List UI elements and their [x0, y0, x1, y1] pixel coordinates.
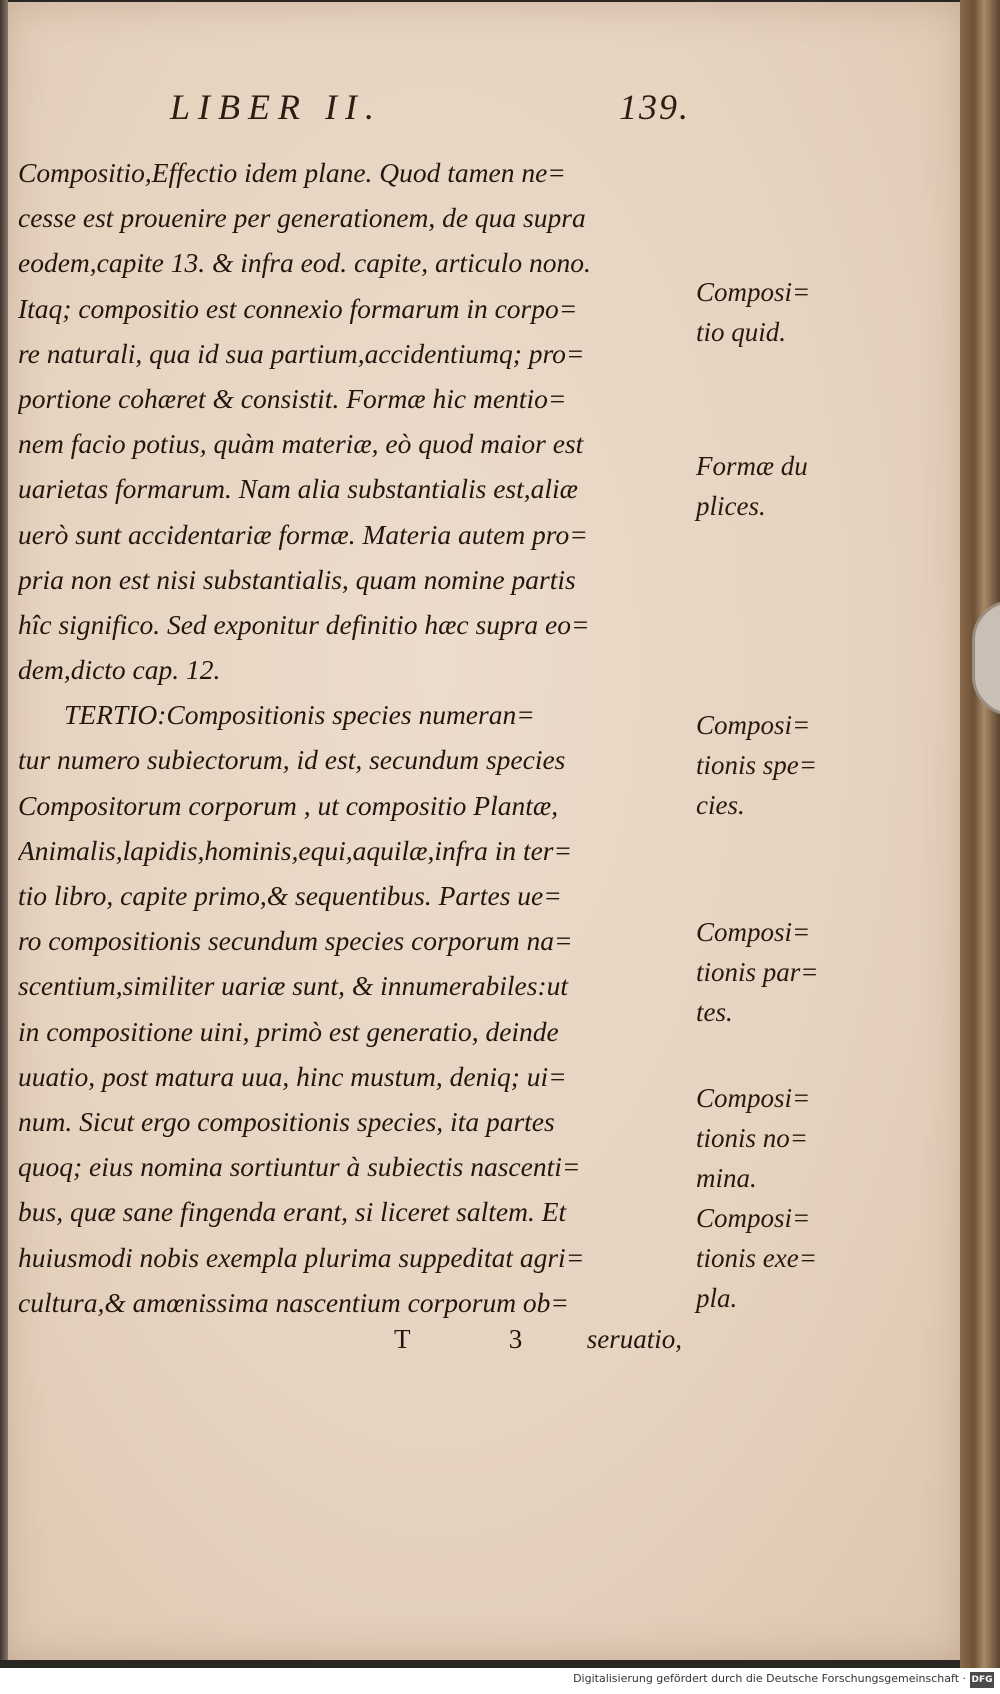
note-line: tionis spe= [696, 750, 817, 780]
note-line: Composi= [696, 1203, 811, 1233]
text-line: Animalis,lapidis,hominis,equi,aquilæ,infra in ter= [18, 834, 573, 866]
note-line: cies. [696, 790, 745, 820]
page-edge [960, 0, 1000, 1670]
text-line: re naturali, qua id sua partium,accidentiumq; pro= [18, 337, 585, 369]
text-line: Itaq; compositio est connexio formarum in corpo= [18, 292, 578, 324]
text-line: eodem,capite 13. & infra eod. capite, articulo nono. [18, 247, 591, 279]
note-line: Composi= [696, 710, 811, 740]
text-line: uuatio, post matura uua, hinc mustum, deniq; ui= [18, 1060, 567, 1092]
text-line: quoq; eius nomina sortiuntur à subiectis nascenti= [18, 1151, 581, 1183]
digitization-credit: Digitalisierung gefördert durch die Deutsche Forschungsgemeinschaft · [573, 1672, 966, 1685]
text-line: portione cohæret & consistit. Formæ hic mentio= [18, 382, 567, 414]
binding-gutter [0, 0, 8, 1660]
text-line: uerò sunt accidentariæ formæ. Materia autem pro= [18, 518, 588, 550]
page-footer [18, 1324, 690, 1370]
text-line: num. Sicut ergo compositionis species, ita partes [18, 1105, 555, 1137]
body-text [18, 150, 690, 1325]
text-line: hîc significo. Sed exponitur definitio hæc supra eo= [18, 608, 590, 640]
text-line: Compositorum corporum , ut compositio Plantæ, [18, 789, 559, 821]
folio-number: 139. [619, 87, 690, 127]
running-title: LIBER II. [170, 87, 382, 127]
text-line: scentium,similiter uariæ sunt, & innumerabiles:ut [18, 970, 568, 1002]
text-line: cesse est prouenire per generationem, de qua supra [18, 202, 586, 234]
text-line: huiusmodi nobis exempla plurima suppeditat agri= [18, 1241, 585, 1273]
note-line: mina. [696, 1163, 757, 1193]
text-line: in compositione uini, primò est generatio, deinde [18, 1015, 559, 1047]
text-line: tio libro, capite primo,& sequentibus. Partes ue= [18, 880, 562, 911]
note-line: plices. [696, 491, 766, 521]
note-line: tionis exe= [696, 1243, 817, 1273]
text-line: pria non est nisi substantialis, quam nomine partis [18, 563, 576, 595]
note-line: tionis par= [696, 957, 819, 987]
text-line: bus, quæ sane fingenda erant, si liceret saltem. Et [18, 1196, 567, 1228]
note-line: Composi= [696, 277, 811, 307]
note-line: Formæ du [696, 451, 808, 481]
text-line-paragraph-start: TERTIO:Compositionis species numeran= [64, 699, 535, 731]
text-line: cultura,& amœnissima nascentium corporum ob= [18, 1286, 569, 1318]
text-line: ro compositionis secundum species corporum na= [18, 925, 573, 957]
credit-bar [0, 1668, 1000, 1694]
text-line: Compositio,Effectio idem plane. Quod tamen ne= [18, 157, 566, 188]
note-line: tio quid. [696, 317, 787, 347]
text-line: dem,dicto cap. 12. [18, 654, 221, 686]
dfg-logo-icon: DFG [970, 1672, 994, 1688]
signature-mark: T 3 [394, 1324, 569, 1354]
note-line: tionis no= [696, 1123, 808, 1153]
note-line: Composi= [696, 917, 811, 947]
text-line: tur numero subiectorum, id est, secundum species [18, 744, 566, 776]
note-line: pla. [696, 1283, 738, 1313]
text-line: nem facio potius, quàm materiæ, eò quod maior est [18, 428, 584, 460]
catchword: seruatio, [586, 1324, 682, 1354]
note-line: Composi= [696, 1083, 811, 1113]
running-head [170, 86, 690, 136]
text-line: uarietas formarum. Nam alia substantialis est,aliæ [18, 473, 578, 505]
note-line: tes. [696, 997, 733, 1027]
